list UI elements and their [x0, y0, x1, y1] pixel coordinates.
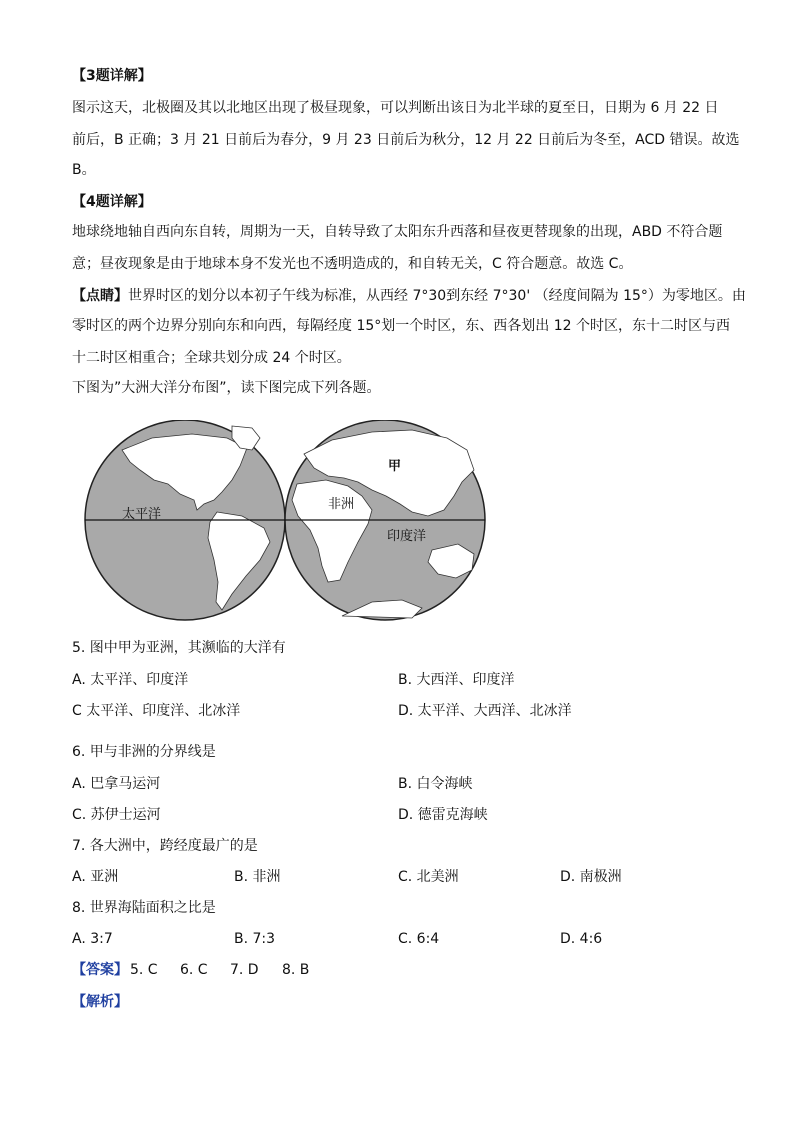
answer-7: 7. D	[230, 962, 259, 978]
q7-option-d: D. 南极洲	[560, 869, 622, 885]
q4-line-1: 地球绕地轴自西向东自转，周期为一天，自转导致了太阳东升西落和昼夜更替现象的出现，ABD 不符合题	[72, 224, 723, 240]
q8-option-c: C. 6:4	[398, 931, 440, 947]
q8-option-b: B. 7:3	[234, 931, 276, 947]
q8-stem: 8. 世界海陆面积之比是	[72, 900, 216, 916]
q5-option-d: D. 太平洋、大西洋、北冰洋	[398, 703, 572, 719]
label-indian: 印度洋	[387, 529, 427, 544]
analysis-label: 【解析】	[72, 994, 128, 1010]
q5-stem: 5. 图中甲为亚洲，其濒临的大洋有	[72, 640, 286, 656]
q6-option-c: C. 苏伊士运河	[72, 807, 161, 823]
map-intro: 下图为”大洲大洋分布图”，读下图完成下列各题。	[72, 380, 381, 396]
tip-line-2: 零时区的两个边界分别向东和向西，每隔经度 15°划一个时区，东、西各划出 12 个时区，东十二时区与西	[72, 318, 730, 334]
q7-option-c: C. 北美洲	[398, 869, 459, 885]
answer-6: 6. C	[180, 962, 208, 978]
q8-option-d: D. 4:6	[560, 931, 603, 947]
q6-option-b: B. 白令海峡	[398, 776, 473, 792]
answer-5: 5. C	[130, 962, 158, 978]
q6-stem: 6. 甲与非洲的分界线是	[72, 744, 216, 760]
label-africa: 非洲	[328, 497, 355, 512]
q8-option-a: A. 3:7	[72, 931, 113, 947]
q5-option-b: B. 大西洋、印度洋	[398, 672, 515, 688]
label-pacific: 太平洋	[122, 507, 162, 522]
q7-option-b: B. 非洲	[234, 869, 281, 885]
q5-option-a: A. 太平洋、印度洋	[72, 672, 189, 688]
q3-line-1: 图示这天，北极圈及其以北地区出现了极昼现象，可以判断出该日为北半球的夏至日，日期为 6 月 22 日	[72, 100, 719, 116]
q6-option-d: D. 德雷克海峡	[398, 807, 488, 823]
answer-8: 8. B	[282, 962, 310, 978]
q7-option-a: A. 亚洲	[72, 869, 119, 885]
continents-oceans-map	[82, 420, 490, 622]
q3-line-2: 前后，B 正确；3 月 21 日前后为春分，9 月 23 日前后为秋分，12 月 22 日前后为冬至，ACD 错误。故选	[72, 132, 740, 148]
q3-line-3: B。	[72, 162, 96, 178]
answer-label: 【答案】	[72, 962, 128, 978]
label-jia: 甲	[388, 459, 402, 474]
tip-paragraph	[72, 286, 746, 306]
tip-label: 【点睛】	[72, 288, 128, 304]
tip-line-3: 十二时区相重合；全球共划分成 24 个时区。	[72, 350, 351, 366]
tip-line-1: 世界时区的划分以本初子午线为标准，从西经 7°30到东经 7°30' （经度间隔为 15°）为零地区。由	[128, 288, 746, 304]
q5-option-c: C 太平洋、印度洋、北冰洋	[72, 703, 241, 719]
q4-line-2: 意；昼夜现象是由于地球本身不发光也不透明造成的，和自转无关，C 符合题意。故选 C。	[72, 256, 633, 272]
q4-heading: 【4题详解】	[72, 194, 152, 210]
q7-stem: 7. 各大洲中，跨经度最广的是	[72, 838, 258, 854]
q6-option-a: A. 巴拿马运河	[72, 776, 161, 792]
q3-heading: 【3题详解】	[72, 68, 152, 84]
